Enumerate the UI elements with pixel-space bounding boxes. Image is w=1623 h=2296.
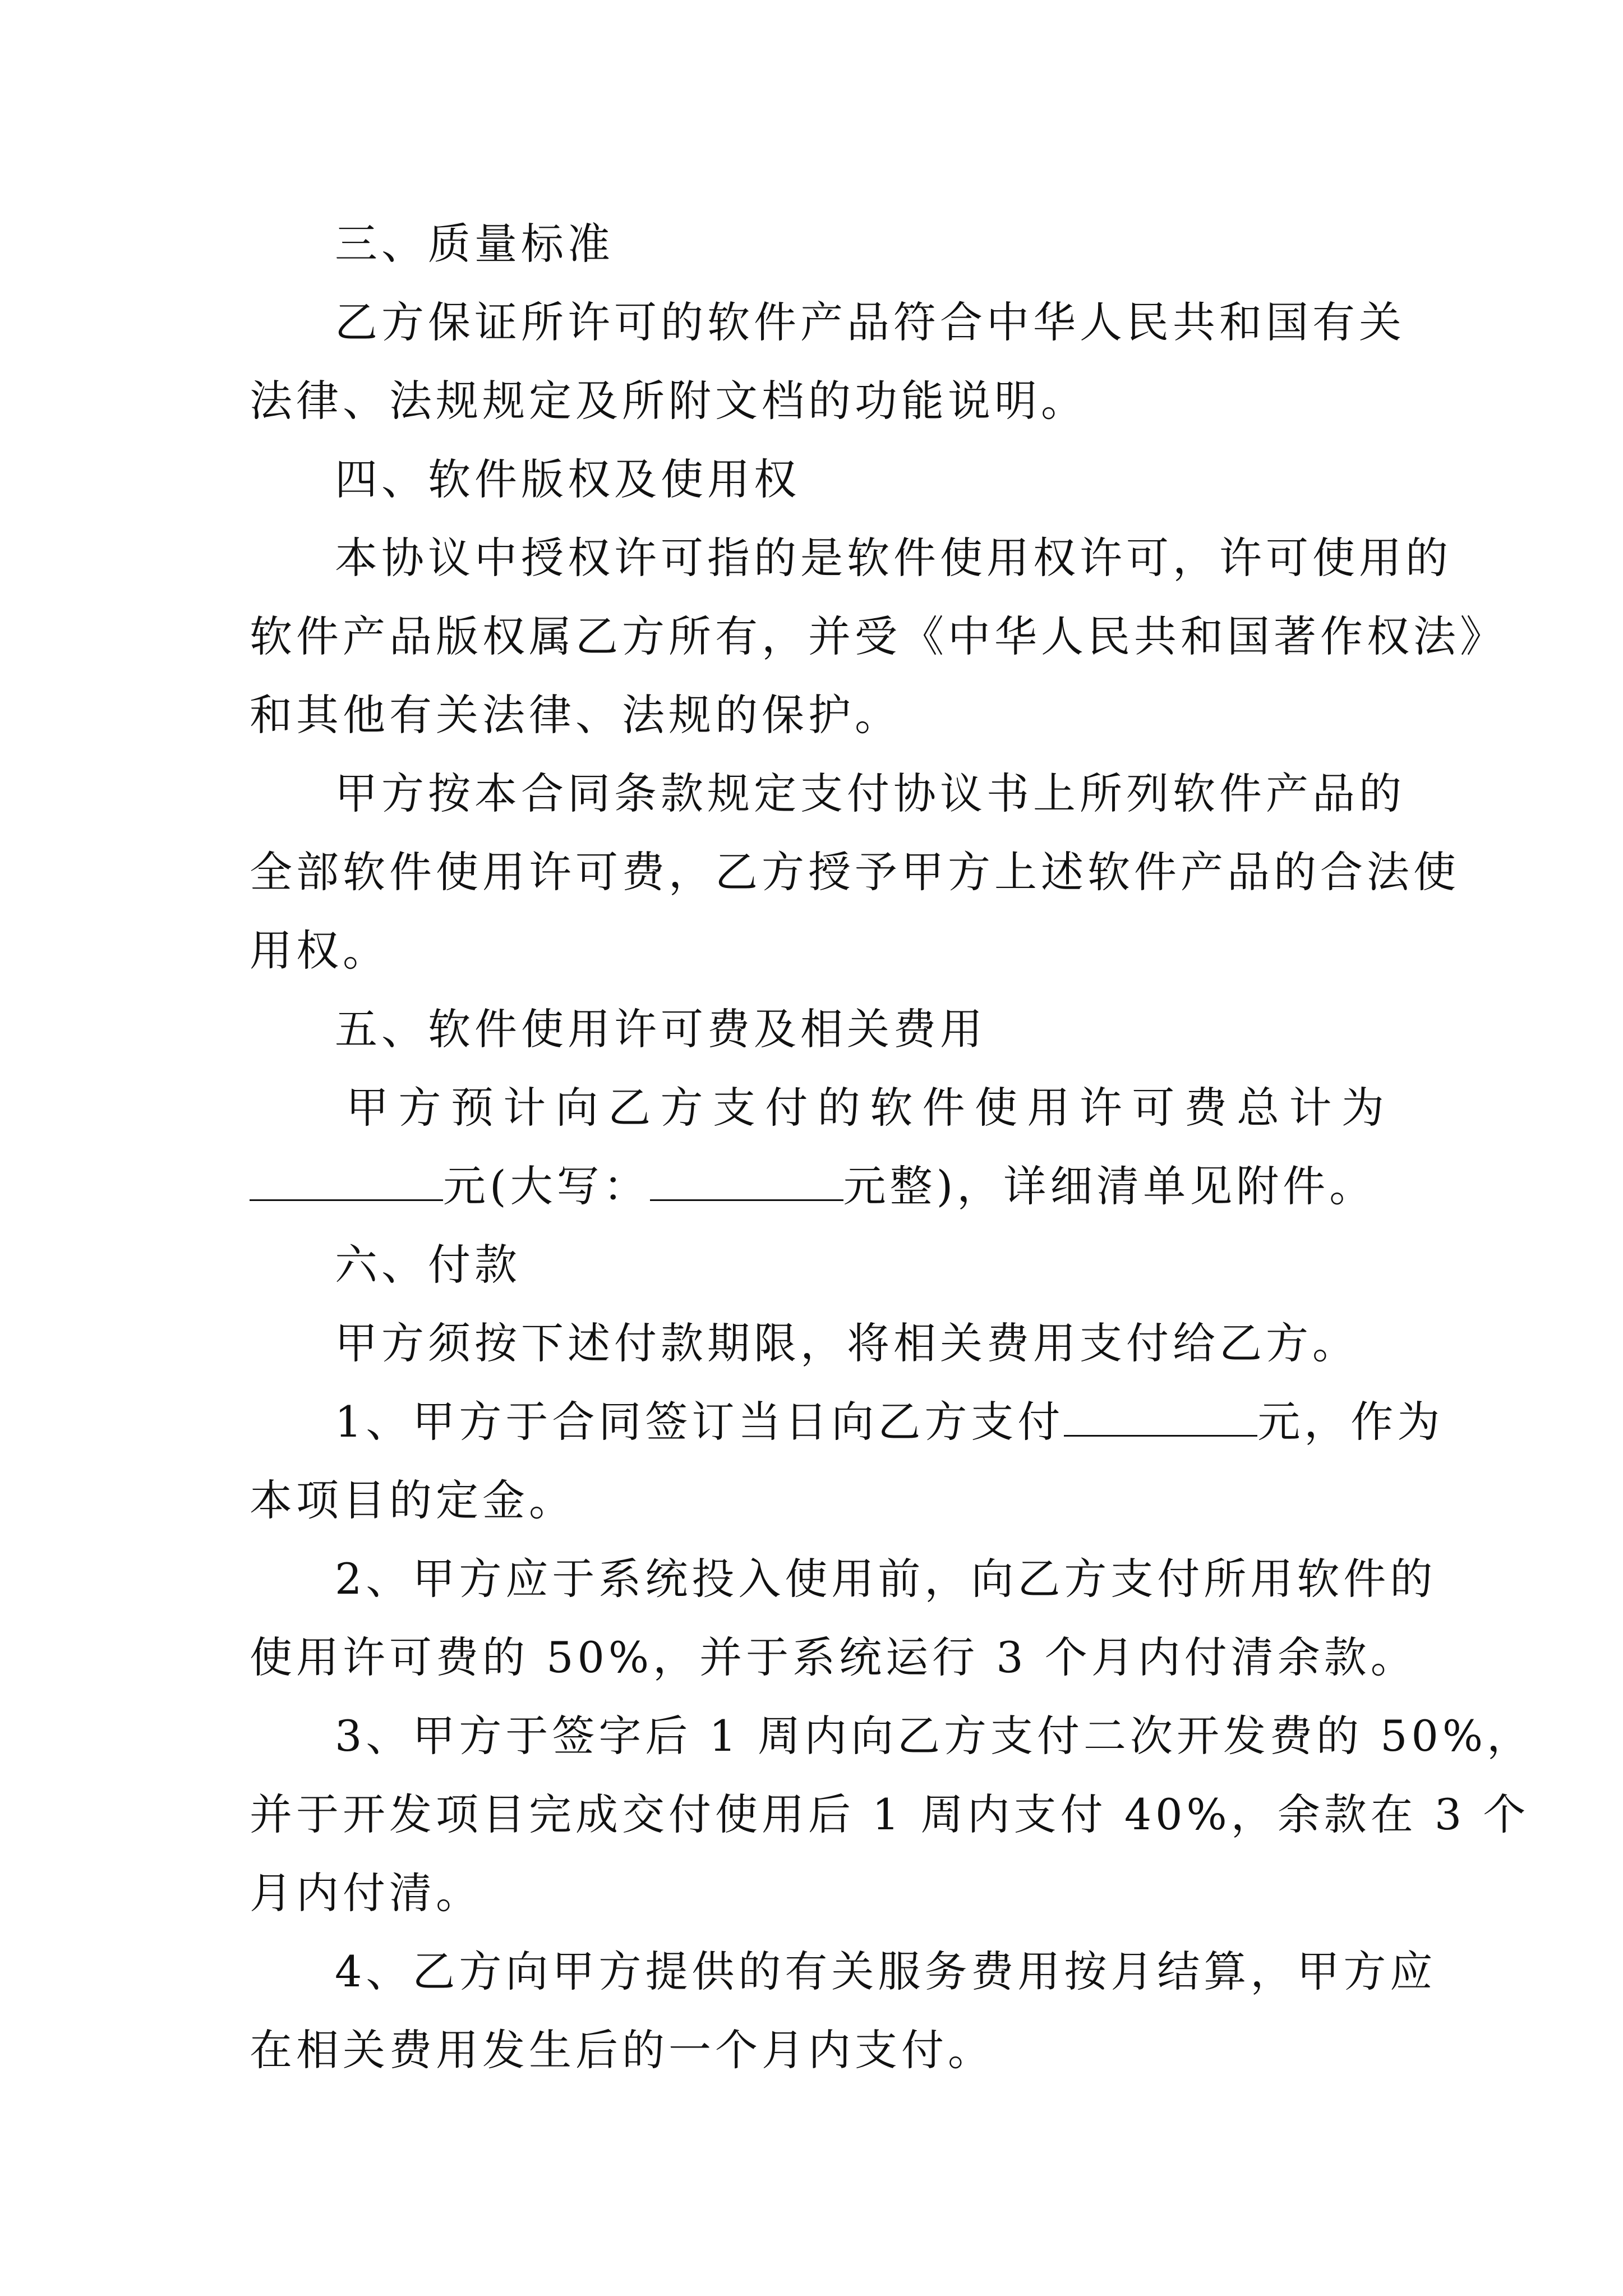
fee-amount-text-b: 元整)，详细清单见附件。 (843, 1161, 1376, 1211)
section-4-paragraph-2-line-1: 甲方按本合同条款规定支付协议书上所列软件产品的 (335, 769, 1405, 818)
payment-item-3-line-2: 并于开发项目完成交付使用后 1 周内支付 40%，余款在 3 个 (250, 1789, 1530, 1839)
section-5-title: 五、软件使用许可费及相关费用 (335, 1004, 986, 1054)
payment-item-4-line-1: 4、乙方向甲方提供的有关服务费用按月结算，甲方应 (335, 1947, 1437, 1996)
payment-item-1-text-a: 1、甲方于合同签订当日向乙方支付 (335, 1397, 1064, 1447)
section-3-title: 三、质量标准 (335, 219, 614, 269)
section-4-paragraph-1-line-3: 和其他有关法律、法规的保护。 (250, 690, 901, 740)
section-5-paragraph-line-2 (250, 1147, 1388, 1226)
section-4-paragraph-1-line-1: 本协议中授权许可指的是软件使用权许可，许可使用的 (335, 533, 1452, 583)
deposit-amount-blank (1064, 1387, 1257, 1437)
section-4-paragraph-1-line-2: 软件产品版权属乙方所有，并受《中华人民共和国著作权法》 (250, 611, 1506, 661)
fee-amount-text-a: 元(大写： (443, 1161, 650, 1211)
document-page (250, 0, 1534, 2296)
section-4-paragraph-2-line-3: 用权。 (250, 926, 389, 976)
payment-item-1-line-2: 本项目的定金。 (250, 1475, 575, 1525)
payment-item-3-line-3: 月内付清。 (250, 1868, 482, 1918)
payment-item-3-line-1: 3、甲方于签字后 1 周内向乙方支付二次开发费的 50%， (335, 1711, 1534, 1761)
payment-item-2-line-2: 使用许可费的 50%，并于系统运行 3 个月内付清余款。 (250, 1632, 1417, 1682)
section-3-paragraph-line-1: 乙方保证所许可的软件产品符合中华人民共和国有关 (335, 297, 1405, 347)
section-6-intro: 甲方须按下述付款期限，将相关费用支付给乙方。 (335, 1318, 1359, 1368)
section-4-title: 四、软件版权及使用权 (335, 454, 800, 504)
section-5-paragraph-line-1: 甲方预计向乙方支付的软件使用许可费总计为 (346, 1083, 1388, 1133)
payment-item-1-line-1 (250, 1383, 1444, 1461)
fee-amount-uppercase-blank (650, 1151, 843, 1201)
section-4-paragraph-2-line-2: 全部软件使用许可费，乙方授予甲方上述软件产品的合法使 (250, 847, 1460, 897)
fee-amount-blank (250, 1151, 443, 1201)
payment-item-4-line-2: 在相关费用发生后的一个月内支付。 (250, 2025, 994, 2075)
payment-item-2-line-1: 2、甲方应于系统投入使用前，向乙方支付所用软件的 (335, 1554, 1437, 1604)
section-3-paragraph-line-2: 法律、法规规定及所附文档的功能说明。 (250, 376, 1087, 426)
payment-item-1-text-b: 元，作为 (1257, 1397, 1444, 1447)
section-6-title: 六、付款 (335, 1240, 521, 1290)
